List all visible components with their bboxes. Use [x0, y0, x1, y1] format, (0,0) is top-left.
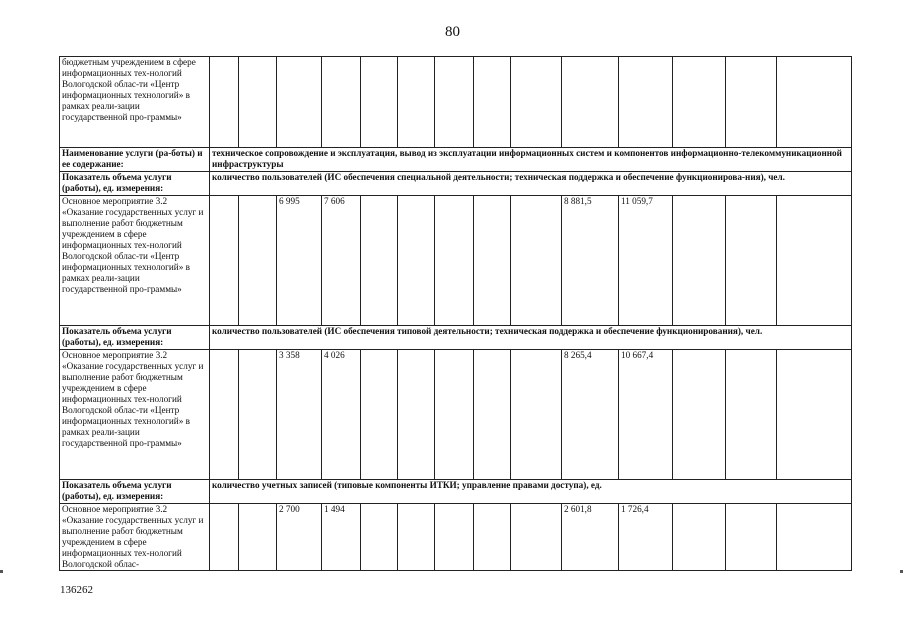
program-table	[59, 56, 852, 571]
value-cell	[511, 350, 562, 480]
value-cell	[777, 57, 852, 148]
value-cell	[435, 504, 474, 571]
value-cell: 2 601,8	[562, 504, 619, 571]
value-cell	[361, 350, 398, 480]
value-cell	[474, 196, 511, 326]
table-row	[60, 326, 852, 350]
value-cell	[777, 350, 852, 480]
value-cell: 8 265,4	[562, 350, 619, 480]
activity-label: Основное мероприятие 3.2 «Оказание государственных услуг и выполнение работ бюджетным учреждением в сфере информационных тех-нологий Вологодской облас-	[60, 504, 210, 571]
value-cell	[210, 196, 239, 326]
value-cell	[322, 57, 361, 148]
scan-edge-mark	[0, 570, 3, 573]
value-cell	[474, 57, 511, 148]
indicator-description: количество пользователей (ИС обеспечения специальной деятельности; техническая поддержка и обеспечение функционирова-ния), чел.	[210, 172, 852, 196]
section-label: Показатель объема услуги (работы), ед. измерения:	[60, 172, 210, 196]
value-cell: 11 059,7	[619, 196, 673, 326]
value-cell	[361, 504, 398, 571]
value-cell	[673, 504, 726, 571]
activity-label: Основное мероприятие 3.2 «Оказание государственных услуг и выполнение работ бюджетным учреждением в сфере информационных тех-нологий Вологодской облас-ти «Центр информационных технологий» в рамках реали-зации государственной про-граммы»	[60, 196, 210, 326]
value-cell	[361, 57, 398, 148]
value-cell	[511, 57, 562, 148]
activity-label: бюджетным учреждением в сфере информационных тех-нологий Вологодской облас-ти «Центр информационных технологий» в рамках реали-зации государственной про-граммы»	[60, 57, 210, 148]
value-cell	[673, 350, 726, 480]
indicator-description: количество учетных записей (типовые компоненты ИТКИ; управление правами доступа), ед.	[210, 480, 852, 504]
value-cell	[511, 196, 562, 326]
value-cell	[474, 350, 511, 480]
value-cell: 4 026	[322, 350, 361, 480]
value-cell: 1 726,4	[619, 504, 673, 571]
table-row	[60, 480, 852, 504]
value-cell	[398, 196, 435, 326]
value-cell	[239, 196, 277, 326]
value-cell	[673, 196, 726, 326]
value-cell: 2 700	[277, 504, 322, 571]
value-cell	[777, 504, 852, 571]
indicator-description: количество пользователей (ИС обеспечения типовой деятельности; техническая поддержка и обеспечение функционирования), чел.	[210, 326, 852, 350]
value-cell	[210, 350, 239, 480]
table-row	[60, 196, 852, 326]
value-cell	[726, 350, 777, 480]
table-row	[60, 350, 852, 480]
value-cell	[726, 57, 777, 148]
value-cell	[619, 57, 673, 148]
value-cell	[398, 57, 435, 148]
value-cell	[673, 57, 726, 148]
value-cell: 8 881,5	[562, 196, 619, 326]
service-description: техническое сопровождение и эксплуатация, вывод из эксплуатации информационных систем и компонентов информационно-телекоммуникационной инфраструктуры	[210, 148, 852, 172]
value-cell: 6 995	[277, 196, 322, 326]
value-cell	[435, 57, 474, 148]
value-cell	[398, 350, 435, 480]
value-cell	[398, 504, 435, 571]
value-cell: 3 358	[277, 350, 322, 480]
value-cell	[210, 504, 239, 571]
value-cell	[239, 57, 277, 148]
value-cell	[361, 196, 398, 326]
table-row	[60, 172, 852, 196]
footer-code: 136262	[60, 584, 93, 596]
value-cell: 7 606	[322, 196, 361, 326]
section-label: Показатель объема услуги (работы), ед. измерения:	[60, 480, 210, 504]
value-cell	[239, 504, 277, 571]
page-number: 80	[445, 24, 460, 40]
activity-label: Основное мероприятие 3.2 «Оказание государственных услуг и выполнение работ бюджетным учреждением в сфере информационных тех-нологий Вологодской облас-ти «Центр информационных технологий» в рамках реали-зации государственной про-граммы»	[60, 350, 210, 480]
section-label: Наименование услуги (ра-боты) и ее содержание:	[60, 148, 210, 172]
value-cell: 1 494	[322, 504, 361, 571]
value-cell	[277, 57, 322, 148]
value-cell	[210, 57, 239, 148]
section-label: Показатель объема услуги (работы), ед. измерения:	[60, 326, 210, 350]
value-cell	[562, 57, 619, 148]
value-cell	[726, 504, 777, 571]
value-cell	[726, 196, 777, 326]
table-row	[60, 504, 852, 571]
value-cell	[435, 196, 474, 326]
value-cell: 10 667,4	[619, 350, 673, 480]
table-row	[60, 57, 852, 148]
table-row	[60, 148, 852, 172]
value-cell	[777, 196, 852, 326]
scan-edge-mark	[900, 570, 903, 573]
value-cell	[435, 350, 474, 480]
value-cell	[474, 504, 511, 571]
value-cell	[239, 350, 277, 480]
value-cell	[511, 504, 562, 571]
